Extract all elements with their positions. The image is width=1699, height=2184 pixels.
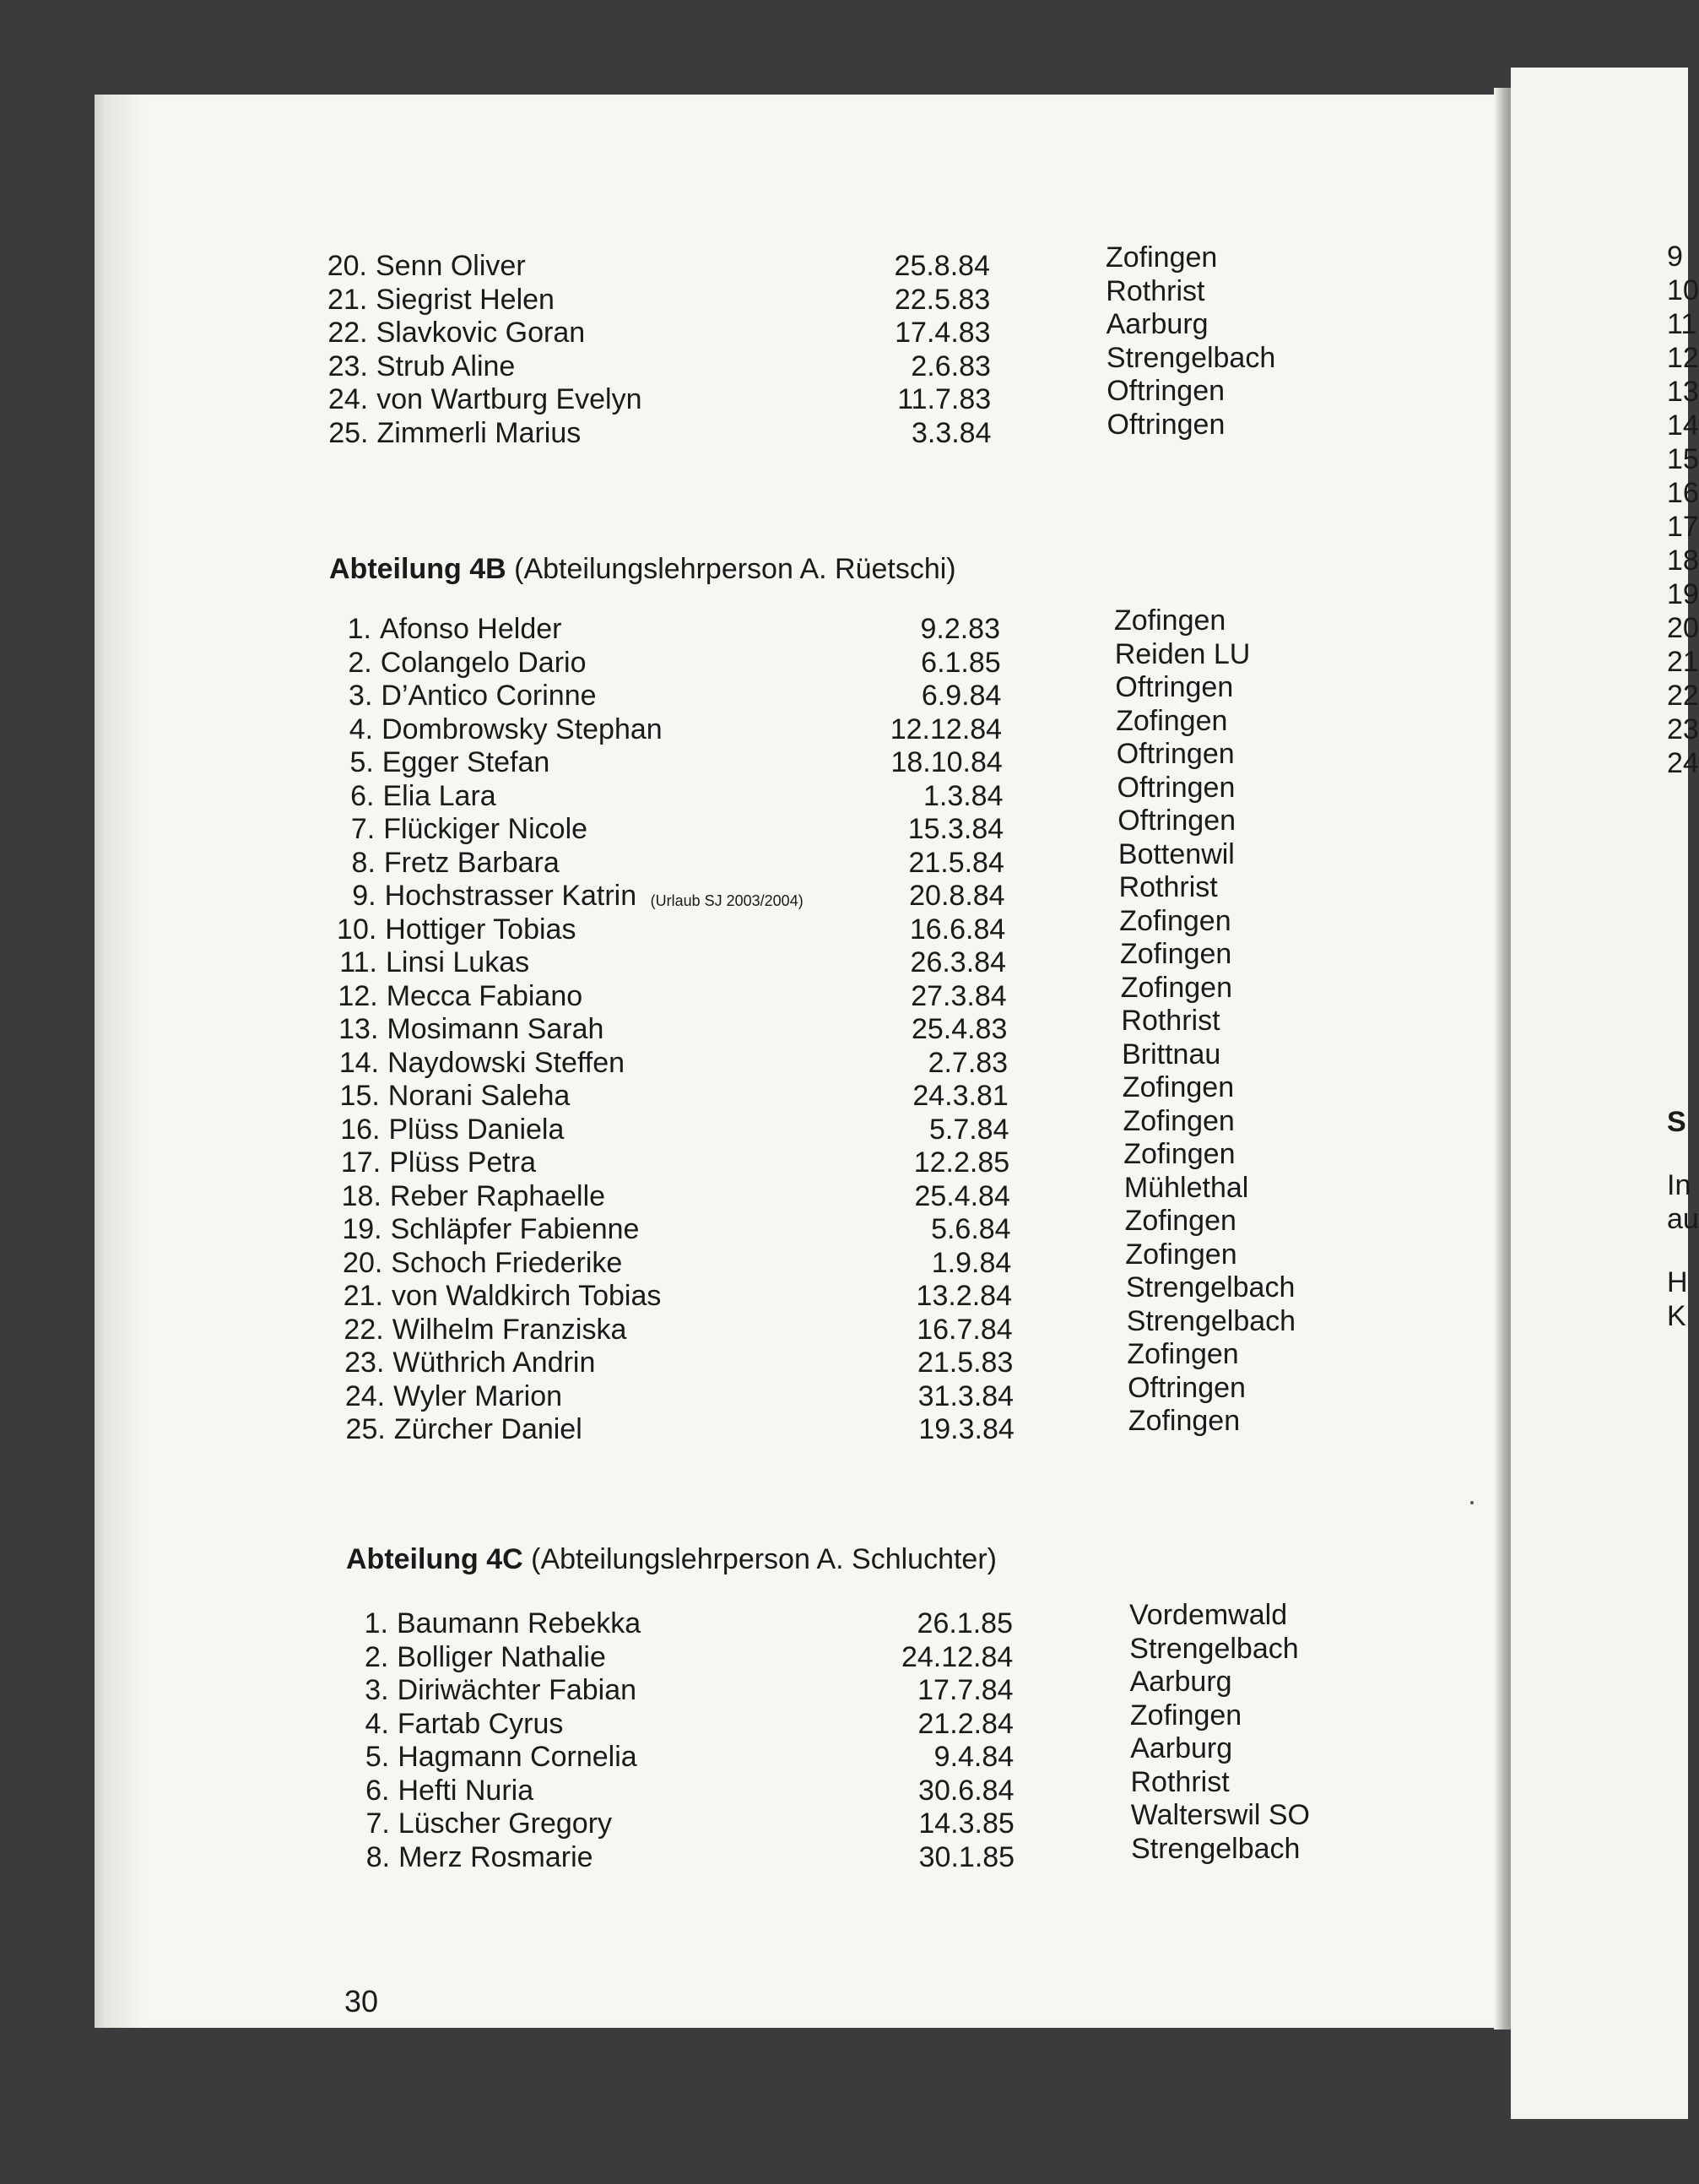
home-town: Zofingen [1128,1405,1241,1437]
home-town: Strengelbach [1129,1632,1299,1665]
student-name: Egger Stefan [381,746,550,778]
student-name: Zimmerli Marius [376,416,582,449]
section-heading-4b [329,553,956,586]
next-page [1511,68,1688,2119]
student-name: Afonso Helder [380,613,562,645]
student-name: Hagmann Cornelia [398,1741,637,1773]
birth-date: 1.3.84 [923,779,1004,812]
birth-date: 14.3.85 [918,1807,1015,1840]
next-page-text-fragment: 22 [1667,680,1699,712]
student-name: Zürcher Daniel [393,1413,582,1445]
home-town: Zofingen [1116,704,1228,737]
student-number: 8. [365,1840,391,1873]
student-name: Fretz Barbara [383,846,560,879]
student-number: 6. [365,1774,390,1807]
next-page-text-fragment: 9 [1667,241,1683,273]
home-town: Zofingen [1120,971,1233,1004]
student-name: Norani Saleha [387,1080,571,1112]
home-town: Rothrist [1106,274,1205,307]
student-name: Hochstrasser Katrin [384,880,637,912]
student-name: Schläpfer Fabienne [390,1213,640,1245]
next-page-text-fragment: 20 [1667,612,1699,644]
birth-date: 30.1.85 [918,1840,1015,1873]
birth-date: 16.6.84 [909,913,1006,946]
student-name: Wyler Marion [393,1379,563,1412]
next-page-text-fragment: K [1667,1300,1686,1332]
section-title-4b: Abteilung 4B [329,553,506,585]
student-number: 19. [342,1213,382,1245]
student-name: Wüthrich Andrin [392,1347,596,1379]
student-name: Diriwächter Fabian [397,1674,637,1706]
student-name: Wilhelm Franziska [392,1313,627,1346]
birth-date: 21.5.84 [908,846,1004,879]
section-title-4c: Abteilung 4C [346,1543,523,1575]
student-number: 4. [365,1707,389,1740]
student-name: Hefti Nuria [398,1774,534,1807]
student-number: 23. [344,1347,385,1379]
home-town: Bottenwil [1117,837,1235,870]
student-note: (Urlaub SJ 2003/2004) [650,892,804,909]
home-town: Strengelbach [1106,341,1276,374]
birth-date: 24.12.84 [901,1640,1014,1673]
birth-date: 2.6.83 [911,350,991,382]
birth-date: 26.1.85 [917,1607,1013,1639]
home-town: Zofingen [1106,241,1218,274]
student-name: D’Antico Corinne [381,680,597,712]
student-name: Strub Aline [376,350,516,382]
student-number: 25. [345,1413,386,1445]
student-name: Flückiger Nicole [383,813,588,845]
student-name: Slavkovic Goran [376,317,586,349]
student-number: 25. [328,416,369,449]
birth-date: 9.4.84 [933,1741,1015,1773]
next-page-text-fragment: 14 [1667,409,1699,442]
paper-speck [1470,1501,1474,1504]
next-page-text-fragment: 15 [1667,443,1699,475]
home-town: Vordemwald [1129,1599,1288,1631]
next-page-text-fragment: 10 [1667,274,1699,306]
home-town: Oftringen [1107,408,1226,441]
section-heading-4c [346,1543,997,1576]
birth-date: 25.8.84 [894,250,990,282]
birth-date: 5.7.84 [928,1113,1009,1146]
birth-date: 17.4.83 [895,317,991,349]
birth-date: 30.6.84 [918,1774,1015,1807]
home-town: Walterswil SO [1130,1799,1310,1831]
home-town: Rothrist [1121,1005,1220,1037]
home-town: Zofingen [1122,1071,1235,1103]
student-number: 20. [327,250,367,282]
student-name: Naydowski Steffen [387,1046,625,1079]
birth-date: 21.5.83 [917,1347,1014,1379]
next-page-text-fragment: 19 [1667,578,1699,610]
home-town: Aarburg [1106,308,1209,340]
student-number: 23. [327,350,368,382]
birth-date: 26.3.84 [910,946,1006,978]
student-name: Senn Oliver [376,250,526,282]
student-name: Elia Lara [382,779,496,812]
home-town: Strengelbach [1126,1271,1296,1303]
section-teacher-4b: (Abteilungslehrperson A. Rüetschi) [514,553,956,585]
document-page [95,95,1511,2028]
student-name: Fartab Cyrus [397,1707,564,1740]
student-number: 2. [364,1640,389,1673]
next-page-text-fragment: H [1667,1266,1688,1298]
student-number: 9. [352,880,376,912]
book-gutter [1494,88,1511,2030]
student-number: 16. [340,1113,381,1146]
student-name: von Wartburg Evelyn [376,383,642,415]
home-town: Oftringen [1116,738,1235,770]
birth-date: 19.3.84 [918,1413,1015,1445]
home-town: Zofingen [1120,938,1232,970]
home-town: Strengelbach [1131,1832,1301,1865]
student-number: 21. [343,1280,383,1312]
home-town: Zofingen [1127,1338,1239,1370]
birth-date: 1.9.84 [931,1246,1012,1279]
birth-date: 18.10.84 [890,746,1003,778]
home-town: Zofingen [1114,604,1226,637]
home-town: Oftringen [1115,671,1234,703]
home-town: Oftringen [1128,1371,1246,1404]
student-name: Plüss Daniela [388,1113,565,1146]
birth-date: 11.7.83 [897,383,992,415]
student-number: 24. [344,1379,386,1412]
student-name: Colangelo Dario [380,646,587,679]
student-number: 17. [340,1146,381,1179]
home-town: Zofingen [1124,1205,1236,1237]
student-number: 13. [338,1013,379,1045]
next-page-text-fragment: 24 [1667,747,1699,779]
student-name: Siegrist Helen [376,283,555,316]
home-town: Oftringen [1117,805,1236,837]
next-page-text-fragment: 11 [1667,308,1697,340]
student-name: Linsi Lukas [386,946,530,978]
student-number: 11. [339,946,377,978]
student-name: Lüscher Gregory [398,1807,613,1840]
home-town: Strengelbach [1126,1304,1296,1337]
home-town: Zofingen [1123,1104,1235,1137]
home-town: Brittnau [1122,1038,1221,1070]
student-number: 12. [338,979,378,1012]
student-number: 22. [327,317,368,349]
home-town: Aarburg [1130,1732,1233,1764]
next-page-text-fragment: 12 [1667,342,1699,374]
birth-date: 25.4.84 [914,1179,1010,1212]
student-number: 5. [349,746,374,778]
birth-date: 24.3.81 [912,1080,1009,1112]
home-town: Zofingen [1123,1138,1236,1170]
birth-date: 9.2.83 [920,613,1000,645]
home-town: Rothrist [1118,871,1218,903]
student-name: Plüss Petra [389,1146,537,1179]
next-page-text-fragment: 16 [1667,477,1699,509]
next-page-text-fragment: 23 [1667,713,1699,745]
student-number: 18. [341,1179,381,1212]
home-town: Oftringen [1107,375,1226,407]
page-edge [103,95,145,2028]
birth-date: 27.3.84 [911,979,1007,1012]
student-number: 7. [350,813,376,845]
home-town: Reiden LU [1114,637,1251,670]
student-number: 2. [348,646,372,679]
birth-date: 12.2.85 [913,1146,1010,1179]
student-number: 21. [327,283,368,316]
home-town: Mühlethal [1123,1171,1249,1204]
birth-date: 15.3.84 [907,813,1004,845]
student-name: Dombrowsky Stephan [381,713,663,745]
birth-date: 13.2.84 [916,1280,1012,1312]
next-page-text-fragment: au [1667,1203,1699,1235]
student-number: 7. [365,1807,390,1840]
student-name: Mosimann Sarah [387,1013,604,1045]
home-town: Zofingen [1125,1238,1237,1271]
student-name: von Waldkirch Tobias [392,1280,662,1312]
next-page-text-fragment: 21 [1667,646,1699,678]
birth-date: 3.3.84 [911,416,992,449]
student-name: Hottiger Tobias [385,913,576,946]
student-number: 20. [343,1246,383,1279]
birth-date: 20.8.84 [909,880,1005,912]
student-number: 22. [344,1313,384,1346]
student-number: 3. [349,680,373,712]
next-page-text-fragment: 17 [1667,511,1699,543]
student-number: 24. [327,383,369,415]
birth-date: 16.7.84 [917,1313,1013,1346]
student-name: Bolliger Nathalie [397,1640,606,1673]
student-name: Baumann Rebekka [397,1607,641,1639]
next-page-text-fragment: In [1667,1169,1691,1201]
student-number: 6. [350,779,375,812]
student-number: 10. [337,913,377,946]
home-town: Oftringen [1117,771,1236,804]
student-number: 15. [339,1080,380,1112]
page-number: 30 [344,1984,379,2019]
birth-date: 5.6.84 [931,1213,1011,1245]
birth-date: 25.4.83 [911,1013,1008,1045]
next-page-text-fragment: 18 [1667,545,1699,577]
student-name: Mecca Fabiano [386,979,583,1012]
student-number: 4. [349,713,374,745]
birth-date: 2.7.83 [928,1046,1009,1079]
birth-date: 21.2.84 [917,1707,1014,1740]
student-name: Reber Raphaelle [389,1179,606,1212]
home-town: Zofingen [1129,1699,1242,1731]
birth-date: 6.9.84 [921,680,1002,712]
student-number: 14. [338,1046,380,1079]
section-teacher-4c: (Abteilungslehrperson A. Schluchter) [531,1543,997,1575]
birth-date: 17.7.84 [917,1674,1014,1706]
birth-date: 22.5.83 [894,283,991,316]
student-number: 1. [364,1607,388,1639]
student-name: Merz Rosmarie [398,1840,593,1873]
student-number: 8. [351,846,376,879]
birth-date: 6.1.85 [921,646,1001,679]
home-town: Rothrist [1130,1765,1230,1798]
birth-date: 12.12.84 [890,713,1003,745]
birth-date: 31.3.84 [917,1379,1015,1412]
student-name: Schoch Friederike [391,1246,623,1279]
next-page-text-fragment: 13 [1667,376,1699,408]
student-number: 3. [365,1674,389,1706]
next-page-text-fragment: S [1667,1106,1686,1138]
student-number: 5. [365,1741,390,1773]
home-town: Zofingen [1119,904,1231,937]
student-number: 1. [347,613,371,645]
home-town: Aarburg [1129,1666,1232,1698]
